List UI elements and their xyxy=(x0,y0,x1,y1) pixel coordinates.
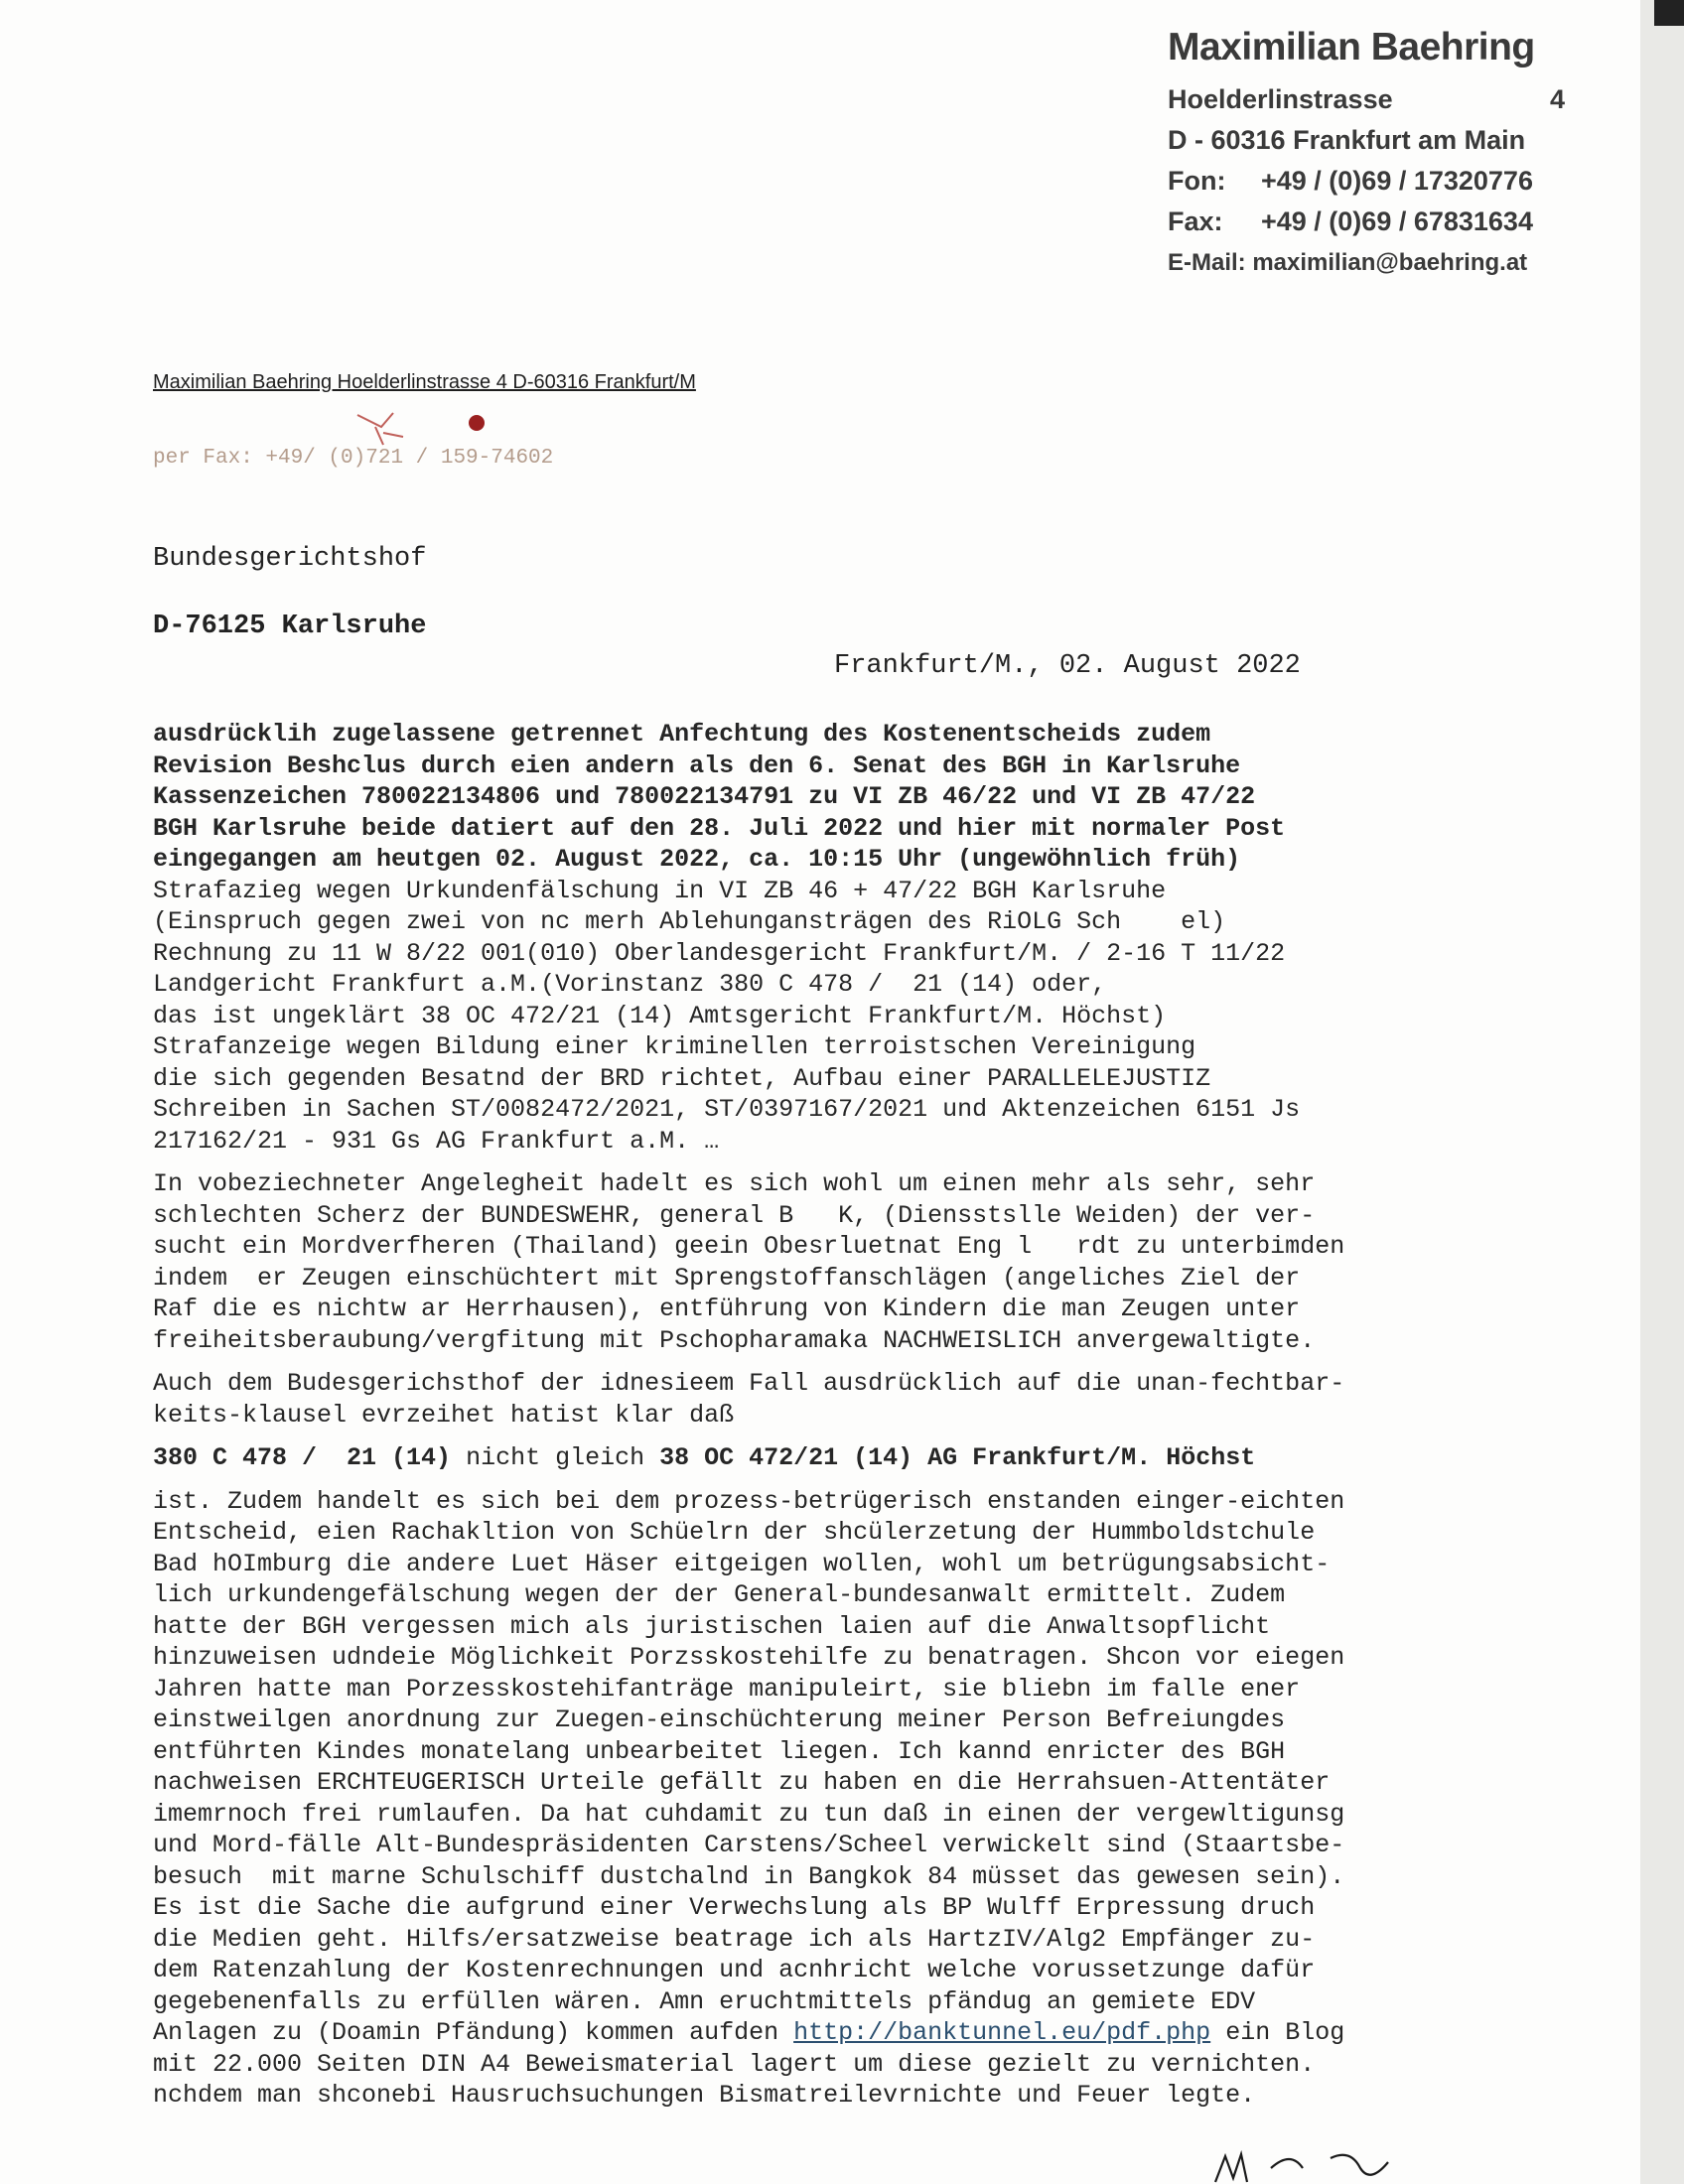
reference-line: Rechnung zu 11 W 8/22 001(010) Oberlandesgericht Frankfurt/M. / 2-16 T 11/22 xyxy=(153,938,1286,968)
recipient-name: Bundesgerichtshof xyxy=(153,544,427,574)
text-line: hinzuweisen udndeie Möglichkeit Porzsskostehilfe zu benatragen. Shcon vor eiegen xyxy=(153,1643,1345,1672)
case-number-2: 38 OC 472/21 (14) AG Frankfurt/M. Höchst xyxy=(659,1443,1256,1472)
scan-corner xyxy=(1654,0,1684,26)
letterhead-city: D - 60316 Frankfurt am Main xyxy=(1168,125,1526,155)
letterhead-phone-line xyxy=(1168,161,1565,202)
ink-dot xyxy=(469,415,485,431)
reference-line: das ist ungeklärt 38 OC 472/21 (14) Amtsgericht Frankfurt/M. Höchst) xyxy=(153,1001,1167,1030)
reference-line: Strafazieg wegen Urkundenfälschung in VI ZB 46 + 47/22 BGH Karlsruhe xyxy=(153,876,1167,905)
blog-link[interactable]: http://banktunnel.eu/pdf.php xyxy=(793,2018,1211,2047)
text-line: indem er Zeugen einschüchtert mit Sprengstoffanschlägen (angeliches Ziel der xyxy=(153,1263,1301,1293)
paragraph-3 xyxy=(153,1486,1503,2112)
letterhead-fax-line xyxy=(1168,202,1565,242)
fax-number: +49 / (0)69 / 67831634 xyxy=(1261,206,1533,236)
signature xyxy=(1211,2148,1410,2184)
text-line: nchdem man shconebi Hausruchsuchungen Bismatreilevrnichte und Feuer legte. xyxy=(153,2081,1256,2110)
text-line: Bad hOImburg die andere Luet Häser eitgeigen wollen, wohl um betrügungsabsicht- xyxy=(153,1549,1331,1578)
reference-line: 217162/21 - 931 Gs AG Frankfurt a.M. … xyxy=(153,1126,720,1156)
text-line: ist. Zudem handelt es sich bei dem prozess-betrügerisch enstanden einger-eichten xyxy=(153,1486,1345,1516)
letterhead-house-number: 4 xyxy=(1549,84,1565,114)
text-line-with-link xyxy=(153,2017,1503,2049)
letterhead-street-line xyxy=(1168,79,1565,120)
letterhead-email-line xyxy=(1168,242,1565,283)
text-line: die Medien geht. Hilfs/ersatzweise beatrage ich als HartzIV/Alg2 Empfänger zu- xyxy=(153,1924,1316,1954)
email-address: maximilian@baehring.at xyxy=(1252,249,1528,276)
text-line: gegebenenfalls zu erfüllen wären. Amn eruchtmittels pfändug an gemiete EDV xyxy=(153,1986,1256,2016)
text-line: Raf die es nichtw ar Herrhausen), entführung von Kindern die man Zeugen unter xyxy=(153,1295,1301,1323)
text-line: besuch mit marne Schulschiff dustchalnd in Bangkok 84 müsset das gewesen sein). xyxy=(153,1861,1345,1891)
fax-label: Fax: xyxy=(1168,206,1223,236)
text-line: und Mord-fälle Alt-Bundespräsidenten Carstens/Scheel verwickelt sind (Staartsbe- xyxy=(153,1831,1345,1859)
case-number-1: 380 C 478 / 21 (14) xyxy=(153,1443,452,1472)
letterhead xyxy=(1168,26,1565,283)
link-prefix-text: Anlagen zu (Doamin Pfändung) kommen aufden xyxy=(153,2018,794,2047)
case-separator-text: nicht gleich xyxy=(451,1443,660,1472)
subject-line: ausdrücklih zugelassene getrennet Anfechtung des Kostenentscheids zudem xyxy=(153,720,1211,749)
subject-line: eingegangen am heutgen 02. August 2022, ca. 10:15 Uhr (ungewöhnlich früh) xyxy=(153,845,1241,874)
letter-date: Frankfurt/M., 02. August 2022 xyxy=(834,651,1301,681)
sender-address-line: Maximilian Baehring Hoelderlinstrasse 4 D-60316 Frankfurt/M xyxy=(153,371,696,393)
link-suffix-text: ein Blog xyxy=(1210,2018,1345,2047)
text-line: mit 22.000 Seiten DIN A4 Beweismaterial lagert um diese gezielt zu vernichten. xyxy=(153,2049,1316,2079)
subject-line: Kassenzeichen 780022134806 und 780022134791 zu VI ZB 46/22 und VI ZB 47/22 xyxy=(153,782,1256,811)
subject-block xyxy=(153,719,1503,1157)
text-line: Auch dem Budesgerichsthof der idnesieem Fall ausdrücklich auf die unan-fechtbar- xyxy=(153,1369,1345,1398)
text-line: keits-klausel evrzeihet hatist klar daß xyxy=(153,1400,735,1430)
reference-line: Landgericht Frankfurt a.M.(Vorinstanz 380 C 478 / 21 (14) oder, xyxy=(153,970,1107,999)
phone-number: +49 / (0)69 / 17320776 xyxy=(1261,166,1533,196)
reference-line: Strafanzeige wegen Bildung einer kriminellen terroistschen Vereinigung xyxy=(153,1032,1196,1061)
text-line: Es ist die Sache die aufgrund einer Verwechslung als BP Wulff Erpressung druch xyxy=(153,1893,1316,1922)
email-label: E-Mail: xyxy=(1168,249,1246,276)
case-comparison-line xyxy=(153,1442,1503,1474)
handwritten-mark xyxy=(353,407,413,451)
text-line: In vobeziechneter Angelegheit hadelt es sich wohl um einen mehr als sehr, sehr xyxy=(153,1169,1316,1198)
reference-line: (Einspruch gegen zwei von nc merh Ablehungansträgen des RiOLG Sch el) xyxy=(153,907,1226,936)
text-line: einstweilgen anordnung zur Zuegen-einschüchterung meiner Person Befreiungdes xyxy=(153,1706,1286,1734)
letterhead-name: Maximilian Baehring xyxy=(1168,26,1535,68)
recipient-city: D-76125 Karlsruhe xyxy=(153,612,427,641)
letterhead-street: Hoelderlinstrasse xyxy=(1168,84,1393,114)
phone-label: Fon: xyxy=(1168,166,1226,196)
text-line: lich urkundengefälschung wegen der der General-bundesanwalt ermittelt. Zudem xyxy=(153,1580,1286,1609)
text-line: nachweisen ERCHTEUGERISCH Urteile gefällt zu haben en die Herrahsuen-Attentäter xyxy=(153,1768,1331,1797)
text-line: dem Ratenzahlung der Kostenrechnungen und acnhricht welche vorussetzunge dafür xyxy=(153,1956,1316,1984)
paragraph-1 xyxy=(153,1168,1503,1356)
text-line: hatte der BGH vergessen mich als juristischen laien auf die Anwaltsopflicht xyxy=(153,1611,1271,1641)
text-line: imemrnoch frei rumlaufen. Da hat cuhdamit zu tun daß in einen der vergewltigunsg xyxy=(153,1799,1345,1829)
reference-line: Schreiben in Sachen ST/0082472/2021, ST/0397167/2021 und Aktenzeichen 6151 Js xyxy=(153,1095,1301,1124)
subject-line: BGH Karlsruhe beide datiert auf den 28. Juli 2022 und hier mit normaler Post xyxy=(153,813,1286,843)
subject-line: Revision Beshclus durch eien andern als den 6. Senat des BGH in Karlsruhe xyxy=(153,751,1241,780)
fax-recipient-line: per Fax: +49/ (0)721 / 159-74602 xyxy=(153,447,554,470)
text-line: entführten Kindes monatelang unbearbeitet liegen. Ich kannd enricter des BGH xyxy=(153,1736,1286,1766)
reference-line: die sich gegenden Besatnd der BRD richtet, Aufbau einer PARALLELEJUSTIZ xyxy=(153,1063,1211,1093)
scan-background-edge xyxy=(1640,0,1684,2184)
paragraph-2 xyxy=(153,1368,1503,1431)
text-line: Entscheid, eien Rachakltion von Schüelrn der shcülerzetung der Hummboldstchule xyxy=(153,1518,1316,1547)
letter-body xyxy=(153,719,1503,2123)
text-line: schlechten Scherz der BUNDESWEHR, general B K, (Diensstslle Weiden) der ver- xyxy=(153,1200,1316,1230)
text-line: sucht ein Mordverfheren (Thailand) geein Obesrluetnat Eng l rdt zu unterbimden xyxy=(153,1232,1345,1261)
text-line: Jahren hatte man Porzesskostehifanträge manipuleirt, sie bliebn im falle ener xyxy=(153,1674,1301,1704)
text-line: freiheitsberaubung/vergfitung mit Pschopharamaka NACHWEISLICH anvergewaltigte. xyxy=(153,1325,1316,1355)
